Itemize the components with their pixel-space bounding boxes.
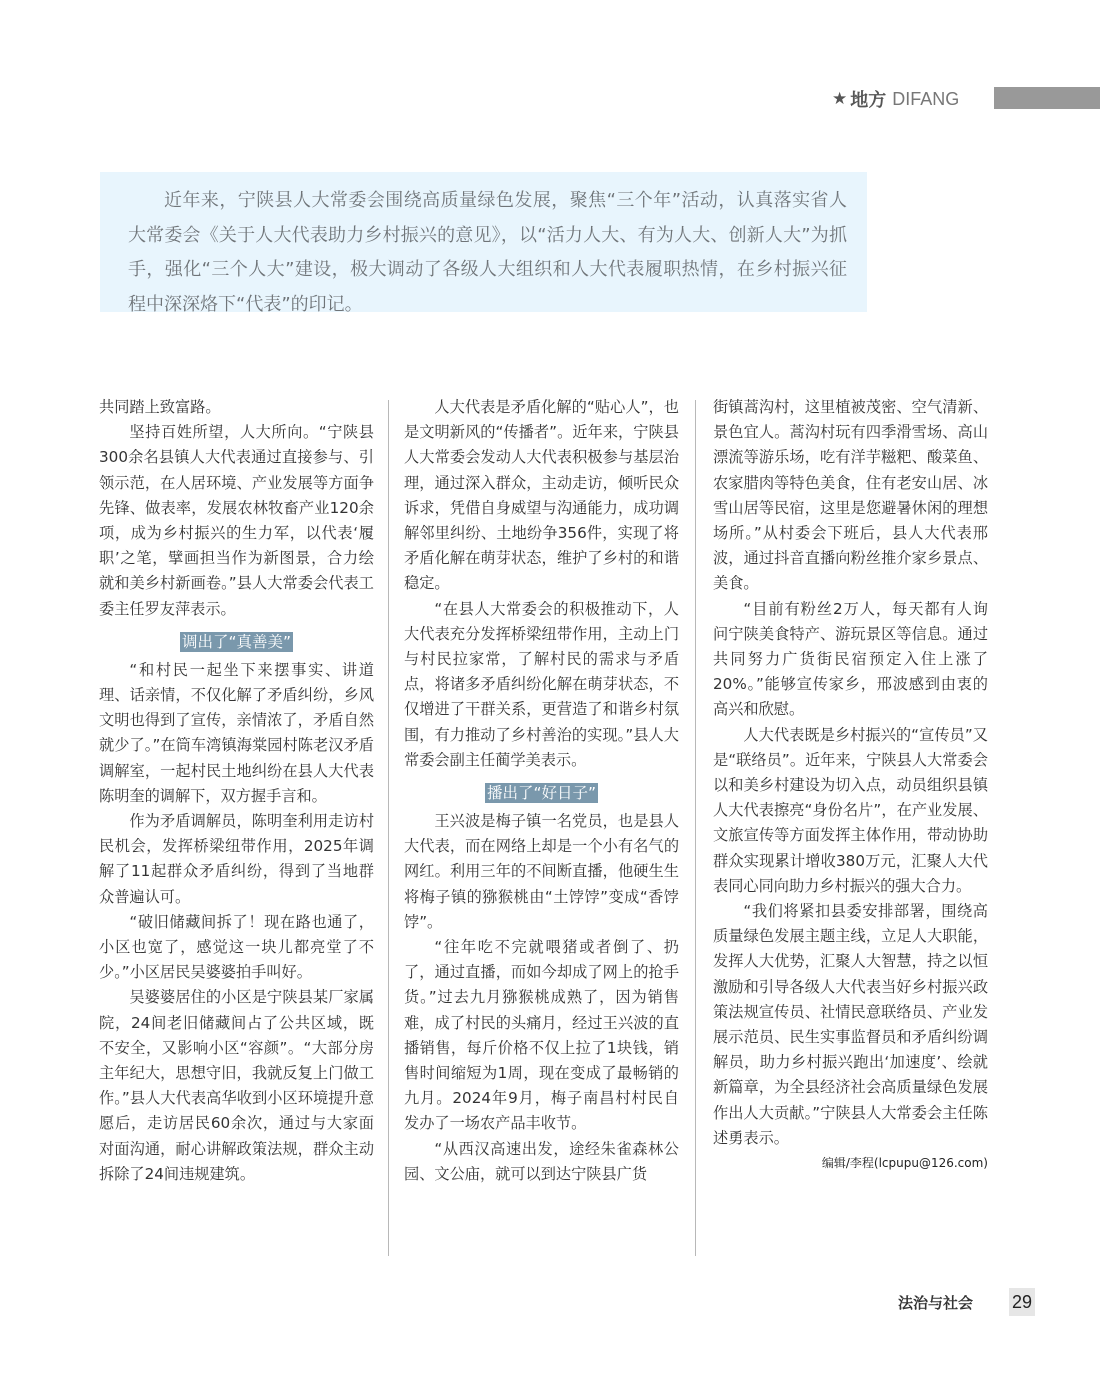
paragraph: “从西汉高速出发，途经朱雀森林公园、文公庙，就可以到达宁陕县广货: [404, 1139, 679, 1183]
paragraph: 坚持百姓所望，人大所向。“宁陕县300余名县镇人大代表通过直接参与、引领示范，在人居环境、产业发展等方面争先锋、做表率，发展农林牧畜产业120余项，成为乡村振兴的生力军，以代表‘履职’之笔，擘画担当作为新图景，合力绘就和美乡村新画卷。”县人大常委会代表工委主任罗友萍表示。: [99, 423, 374, 618]
page-number: 29: [1009, 1288, 1035, 1316]
subheading: [99, 630, 374, 652]
subheading-text: 播出了“好日子”: [486, 784, 597, 803]
paragraph: 街镇蒿沟村，这里植被茂密、空气清新、景色宜人。蒿沟村玩有四季滑雪场、高山漂流等游乐场，吃有洋芋糍粑、酸菜鱼、农家腊肉等特色美食，住有老安山居、冰雪山居等民宿，这里是您避暑休闲的理想场所。”从村委会下班后，县人大代表邢波，通过抖音直播向粉丝推介家乡景点、美食。: [713, 398, 988, 593]
paragraph: “目前有粉丝2万人，每天都有人询问宁陕美食特产、游玩景区等信息。通过共同努力广货街民宿预定入住上涨了20%。”能够宣传家乡，邢波感到由衷的高兴和欣慰。: [713, 599, 988, 719]
paragraph: 吴婆婆居住的小区是宁陕县某厂家属院，24间老旧储藏间占了公共区域，既不安全，又影响小区“容颜”。“大部分房主年纪大，思想守旧，我就反复上门做工作。”县人大代表高华收到小区环境提升意愿后，走访居民60余次，通过与大家面对面沟通，耐心讲解政策法规，群众主动拆除了24间违规建筑。: [99, 988, 374, 1183]
paragraph: 王兴波是梅子镇一名党员，也是县人大代表，而在网络上却是一个小有名气的网红。利用三年的不间断直播，他硬生生将梅子镇的猕猴桃由“土饽饽”变成“香饽饽”。: [404, 812, 679, 931]
section-title-cn: 地方: [850, 90, 887, 111]
paragraph: 共同踏上致富路。: [99, 398, 221, 416]
column-divider: [388, 400, 389, 1256]
paragraph: “和村民一起坐下来摆事实、讲道理、话亲情，不仅化解了矛盾纠纷，乡风文明也得到了宣传，亲情浓了，矛盾自然就少了。”在筒车湾镇海棠园村陈老汉矛盾调解室，一起村民土地纠纷在县人大代表陈明奎的调解下，双方握手言和。: [99, 660, 374, 805]
paragraph: 人大代表是矛盾化解的“贴心人”，也是文明新风的“传播者”。近年来，宁陕县人大常委会发动人大代表积极参与基层治理，通过深入群众，主动走访，倾听民众诉求，凭借自身威望与沟通能力，成功调解邻里纠纷、土地纷争356件，实现了将矛盾化解在萌芽状态，维护了乡村的和谐稳定。: [404, 398, 679, 593]
paragraph: “破旧储藏间拆了！现在路也通了，小区也宽了，感觉这一块儿都亮堂了不少。”小区居民吴婆婆拍手叫好。: [99, 912, 374, 982]
paragraph: “在县人大常委会的积极推动下，人大代表充分发挥桥梁纽带作用，主动上门与村民拉家常，了解村民的需求与矛盾点，将诸多矛盾纠纷化解在萌芽状态，不仅增进了干群关系，更营造了和谐乡村氛围，有力推动了乡村善治的实现。”县人大常委会副主任蔺学美表示。: [404, 599, 679, 769]
lead-box: [100, 172, 867, 315]
lead-text: 近年来，宁陕县人大常委会围绕高质量绿色发展，聚焦“三个年”活动，认真落实省人大常委会《关于人大代表助力乡村振兴的意见》，以“活力人大、有为人大、创新人大”为抓手，强化“三个人大”建设，极大调动了各级人大组织和人大代表履职热情，在乡村振兴征程中深深烙下“代表”的印记。: [128, 190, 847, 315]
header-bar: [994, 87, 1100, 109]
magazine-title: 法治与社会: [898, 1294, 974, 1312]
paragraph: “我们将紧扣县委安排部署，围绕高质量绿色发展主题主线，立足人大职能，发挥人大优势，汇聚人大智慧，持之以恒激励和引导各级人大代表当好乡村振兴政策法规宣传员、社情民意联络员、产业发展示范员、民生实事监督员和矛盾纠纷调解员，助力乡村振兴跑出‘加速度’、绘就新篇章，为全县经济社会高质量绿色发展作出人大贡献。”宁陕县人大常委会主任陈述勇表示。: [713, 902, 988, 1147]
editor-credit: 编辑/李程(lcpupu@126.com): [821, 1156, 988, 1171]
subheading: [404, 781, 679, 803]
subheading-text: 调出了“真善美”: [181, 632, 292, 651]
column-divider: [695, 400, 696, 1256]
article-column-2: [404, 395, 679, 1187]
paragraph: 作为矛盾调解员，陈明奎利用走访村民机会，发挥桥梁纽带作用，2025年调解了11起群众矛盾纠纷，得到了当地群众普遍认可。: [99, 812, 374, 906]
paragraph: “往年吃不完就喂猪或者倒了、扔了，通过直播，而如今却成了网上的抢手货。”过去九月猕猴桃成熟了，因为销售难，成了村民的头痛月，经过王兴波的直播销售，每斤价格不仅上拉了1块钱，销售时间缩短为1周，现在变成了最畅销的九月。2024年9月，梅子南昌村村民自发办了一场农产品丰收节。: [404, 938, 679, 1133]
star-icon: ★: [832, 89, 848, 109]
article-column-1: [99, 395, 374, 1187]
section-header: [832, 86, 959, 112]
section-title-en: DIFANG: [892, 88, 960, 109]
article-column-3: [713, 395, 988, 1173]
paragraph: 人大代表既是乡村振兴的“宣传员”又是“联络员”。近年来，宁陕县人大常委会以和美乡村建设为切入点，动员组织县镇人大代表擦亮“身份名片”，在产业发展、文旅宣传等方面发挥主体作用，带动协助群众实现累计增收380万元，汇聚人大代表同心同向助力乡村振兴的强大合力。: [713, 725, 988, 895]
